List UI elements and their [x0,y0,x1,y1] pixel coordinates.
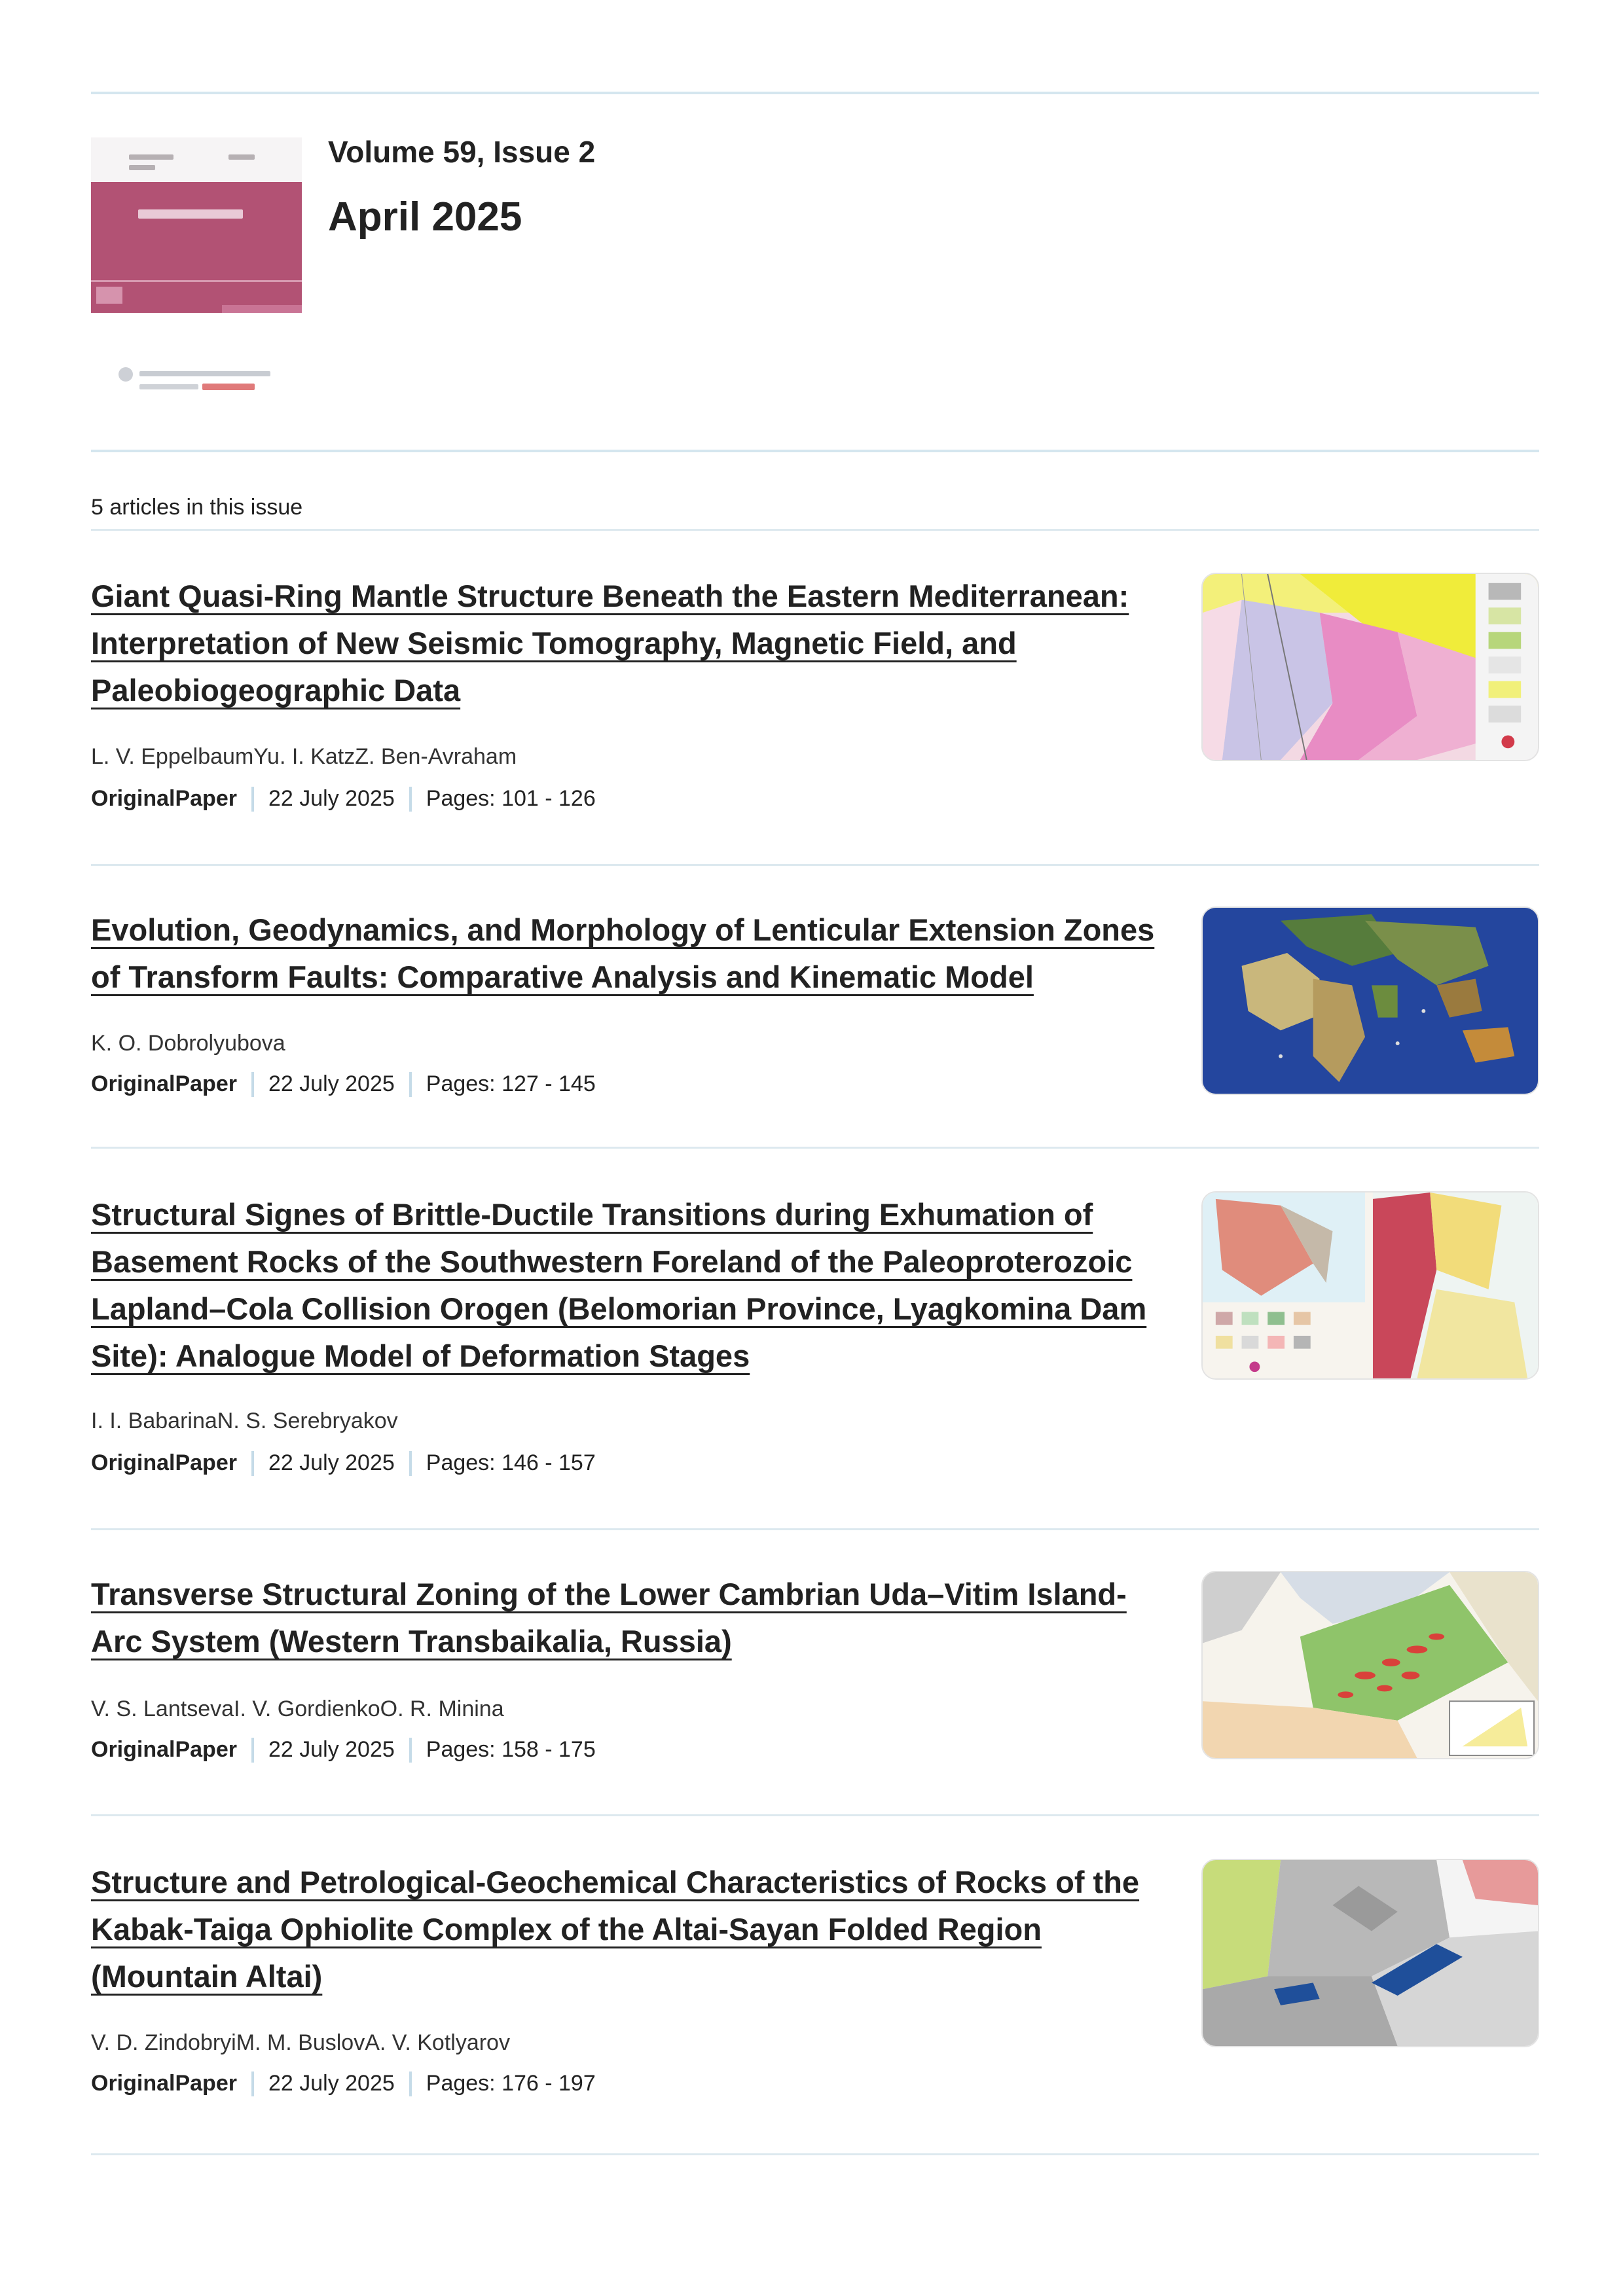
issue-date: April 2025 [328,194,522,240]
meta-separator [251,2072,254,2096]
article-title [91,906,1165,1001]
structural-map-icon[interactable] [1201,1191,1539,1380]
zoning-map-icon[interactable] [1201,1571,1539,1759]
meta-separator [251,787,254,812]
cover-image [91,137,302,313]
article-authors: V. S. LantsevaI. V. GordienkoO. R. Minina [91,1696,504,1721]
article-authors: K. O. Dobrolyubova [91,1031,285,1056]
article-date: 22 July 2025 [268,1450,395,1475]
article-title-link[interactable]: Giant Quasi-Ring Mantle Structure Beneath the Eastern Mediterranean: Interpretation of New Seismic Tomography, Magnetic Field, and Paleobiogeographic Data [91,579,1129,708]
article-meta [91,2071,596,2096]
meta-separator [409,1451,412,1476]
article-divider [91,864,1539,866]
article-divider [91,1528,1539,1530]
article-meta [91,1071,596,1097]
top-divider [91,92,1539,94]
article-title [91,1571,1165,1665]
article-date: 22 July 2025 [268,1071,395,1096]
article-count: 5 articles in this issue [91,495,303,520]
header-divider [91,450,1539,452]
article-title-link[interactable]: Structural Signes of Brittle-Ductile Transitions during Exhumation of Basement Rocks of the Southwestern Foreland of the Paleoproterozoic Lapland–Cola Collision Orogen (Belomorian Province, Lyagkomina Dam Site): Analogue Model of Deformation Stages [91,1197,1147,1373]
article-meta [91,1450,596,1476]
article-title-link[interactable]: Structure and Petrological-Geochemical Characteristics of Rocks of the Kabak-Taiga Ophiolite Complex of the Altai-Sayan Folded Region (Mountain Altai) [91,1865,1140,1994]
article-date: 22 July 2025 [268,2071,395,2096]
article-type: OriginalPaper [91,786,237,811]
meta-separator [251,1738,254,1763]
meta-separator [409,2072,412,2096]
journal-cover[interactable] [91,137,302,406]
article-title [91,573,1165,714]
article-meta [91,786,596,812]
article-date: 22 July 2025 [268,1737,395,1762]
article-pages: Pages: 158 - 175 [426,1737,596,1762]
article-type: OriginalPaper [91,2071,237,2096]
article-title-link[interactable]: Evolution, Geodynamics, and Morphology of Lenticular Extension Zones of Transform Faults: Comparative Analysis and Kinematic Model [91,912,1155,994]
article-type: OriginalPaper [91,1071,237,1096]
issue-page [91,0,1539,2296]
article-divider [91,1147,1539,1149]
article-meta [91,1737,596,1763]
geological-map-icon[interactable] [1201,573,1539,761]
article-authors: L. V. EppelbaumYu. I. KatzZ. Ben-Avraham [91,744,517,769]
article-date: 22 July 2025 [268,786,395,811]
publisher-logo [119,363,282,399]
article-title-link[interactable]: Transverse Structural Zoning of the Lower Cambrian Uda–Vitim Island-Arc System (Western Transbaikalia, Russia) [91,1577,1127,1659]
meta-separator [409,787,412,812]
ophiolite-map-icon[interactable] [1201,1859,1539,2047]
list-divider [91,529,1539,531]
article-type: OriginalPaper [91,1737,237,1762]
article-type: OriginalPaper [91,1450,237,1475]
article-pages: Pages: 176 - 197 [426,2071,596,2096]
article-title [91,1191,1165,1380]
article-divider [91,1814,1539,1816]
article-authors: V. D. ZindobryiM. M. BuslovA. V. Kotlyarov [91,2030,510,2055]
article-pages: Pages: 146 - 157 [426,1450,596,1475]
article-title [91,1859,1165,2000]
world-map-icon[interactable] [1201,906,1539,1095]
meta-separator [409,1072,412,1097]
meta-separator [251,1451,254,1476]
article-authors: I. I. BabarinaN. S. Serebryakov [91,1408,398,1433]
volume-issue: Volume 59, Issue 2 [328,135,596,169]
article-pages: Pages: 127 - 145 [426,1071,596,1096]
article-pages: Pages: 101 - 126 [426,786,596,811]
bottom-divider [91,2153,1539,2155]
meta-separator [409,1738,412,1763]
meta-separator [251,1072,254,1097]
